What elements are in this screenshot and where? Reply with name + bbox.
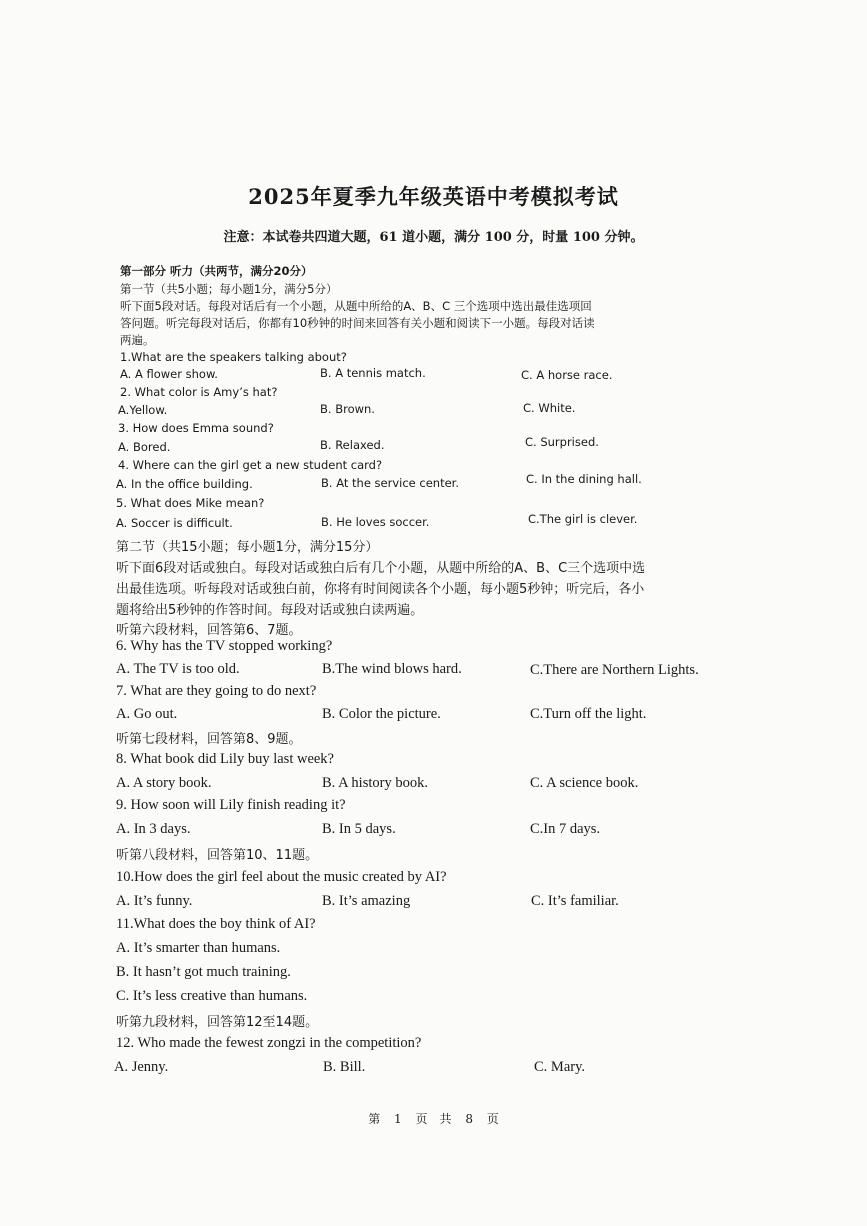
option-b: B. Brown. xyxy=(320,402,375,416)
question-7: 7. What are they going to do next? xyxy=(116,683,317,699)
material-9-heading: 听第九段材料，回答第12至14题。 xyxy=(116,1015,319,1030)
option-c: C. In the dining hall. xyxy=(526,472,642,486)
option-c: C.In 7 days. xyxy=(530,821,601,837)
option-b: B. A history book. xyxy=(322,775,428,791)
option-c: C.There are Northern Lights. xyxy=(530,662,699,678)
section1-heading: 第一节（共5小题；每小题1分，满分5分） xyxy=(120,282,338,296)
question-12: 12. Who made the fewest zongzi in the competition? xyxy=(116,1035,422,1051)
option-c: C. Surprised. xyxy=(525,435,599,449)
option-b: B.The wind blows hard. xyxy=(322,661,462,677)
option-c: C.Turn off the light. xyxy=(530,706,647,722)
option-b: B. In 5 days. xyxy=(322,821,396,837)
option-b: B. It hasn’t got much training. xyxy=(116,964,291,980)
option-b: B. It’s amazing xyxy=(322,893,411,909)
section1-instruction-line: 两遍。 xyxy=(120,333,155,347)
option-c: C. A science book. xyxy=(530,775,639,791)
option-c: C. It’s less creative than humans. xyxy=(116,988,308,1004)
option-b: B. At the service center. xyxy=(321,476,460,490)
section2-instruction-line: 题将给出5秒钟的作答时间。每段对话或独白读两遍。 xyxy=(116,603,424,618)
option-c: C. A horse race. xyxy=(521,368,613,382)
option-c: C. White. xyxy=(523,401,576,415)
option-a: A. The TV is too old. xyxy=(116,661,240,677)
option-b: B. He loves soccer. xyxy=(321,515,430,529)
option-b: B. Bill. xyxy=(323,1059,366,1075)
page-footer: 第 1 页 共 8 页 xyxy=(368,1112,499,1126)
exam-title: 2025年夏季九年级英语中考模拟考试 xyxy=(248,184,619,209)
question-1: 1.What are the speakers talking about? xyxy=(120,350,347,364)
exam-note: 注意：本试卷共四道大题，61 道小题，满分 100 分，时量 100 分钟。 xyxy=(223,230,644,245)
option-a: A. It’s funny. xyxy=(116,893,193,909)
option-a: A.Yellow. xyxy=(118,403,168,417)
option-a: A. Bored. xyxy=(118,440,171,454)
option-a: A. Jenny. xyxy=(114,1059,169,1075)
option-c: C. It’s familiar. xyxy=(531,893,619,909)
option-c: C. Mary. xyxy=(534,1059,586,1075)
section1-instruction-line: 答问题。听完每段对话后，你都有10秒钟的时间来回答有关小题和阅读下一小题。每段对话读 xyxy=(120,316,595,330)
question-11: 11.What does the boy think of AI? xyxy=(116,916,316,932)
question-3: 3. How does Emma sound? xyxy=(118,421,274,435)
option-a: A. A flower show. xyxy=(120,367,218,381)
option-a: A. In 3 days. xyxy=(116,821,191,837)
question-5: 5. What does Mike mean? xyxy=(116,496,265,510)
option-b: B. A tennis match. xyxy=(320,366,426,380)
section2-heading: 第二节（共15小题；每小题1分，满分15分） xyxy=(116,540,379,555)
question-10: 10.How does the girl feel about the music created by AI? xyxy=(116,869,447,885)
option-a: A. It’s smarter than humans. xyxy=(116,940,281,956)
question-6: 6. Why has the TV stopped working? xyxy=(116,638,333,654)
section2-instruction-line: 出最佳选项。听每段对话或独白前，你将有时间阅读各个小题，每小题5秒钟；听完后，各小 xyxy=(116,582,645,597)
section1-instruction-line: 听下面5段对话。每段对话后有一个小题，从题中所给的A、B、C 三个选项中选出最佳选项回 xyxy=(120,299,592,313)
question-4: 4. Where can the girl get a new student card? xyxy=(118,458,383,472)
part1-heading: 第一部分 听力（共两节，满分20分） xyxy=(120,264,313,278)
question-9: 9. How soon will Lily finish reading it? xyxy=(116,797,346,813)
section2-instruction-line: 听下面6段对话或独白。每段对话或独白后有几个小题，从题中所给的A、B、C三个选项中选 xyxy=(116,561,646,576)
material-8-heading: 听第八段材料，回答第10、11题。 xyxy=(116,848,319,863)
option-a: A. Soccer is difficult. xyxy=(116,516,233,530)
question-2: 2. What color is Amy’s hat? xyxy=(120,385,278,399)
option-b: B. Relaxed. xyxy=(320,438,385,452)
option-a: A. A story book. xyxy=(116,775,212,791)
material-7-heading: 听第七段材料，回答第8、9题。 xyxy=(116,732,302,747)
option-c: C.The girl is clever. xyxy=(528,512,638,526)
option-a: A. In the office building. xyxy=(116,477,253,491)
material-6-heading: 听第六段材料，回答第6、7题。 xyxy=(116,623,302,638)
question-8: 8. What book did Lily buy last week? xyxy=(116,751,334,767)
option-b: B. Color the picture. xyxy=(322,706,441,722)
option-a: A. Go out. xyxy=(116,706,178,722)
